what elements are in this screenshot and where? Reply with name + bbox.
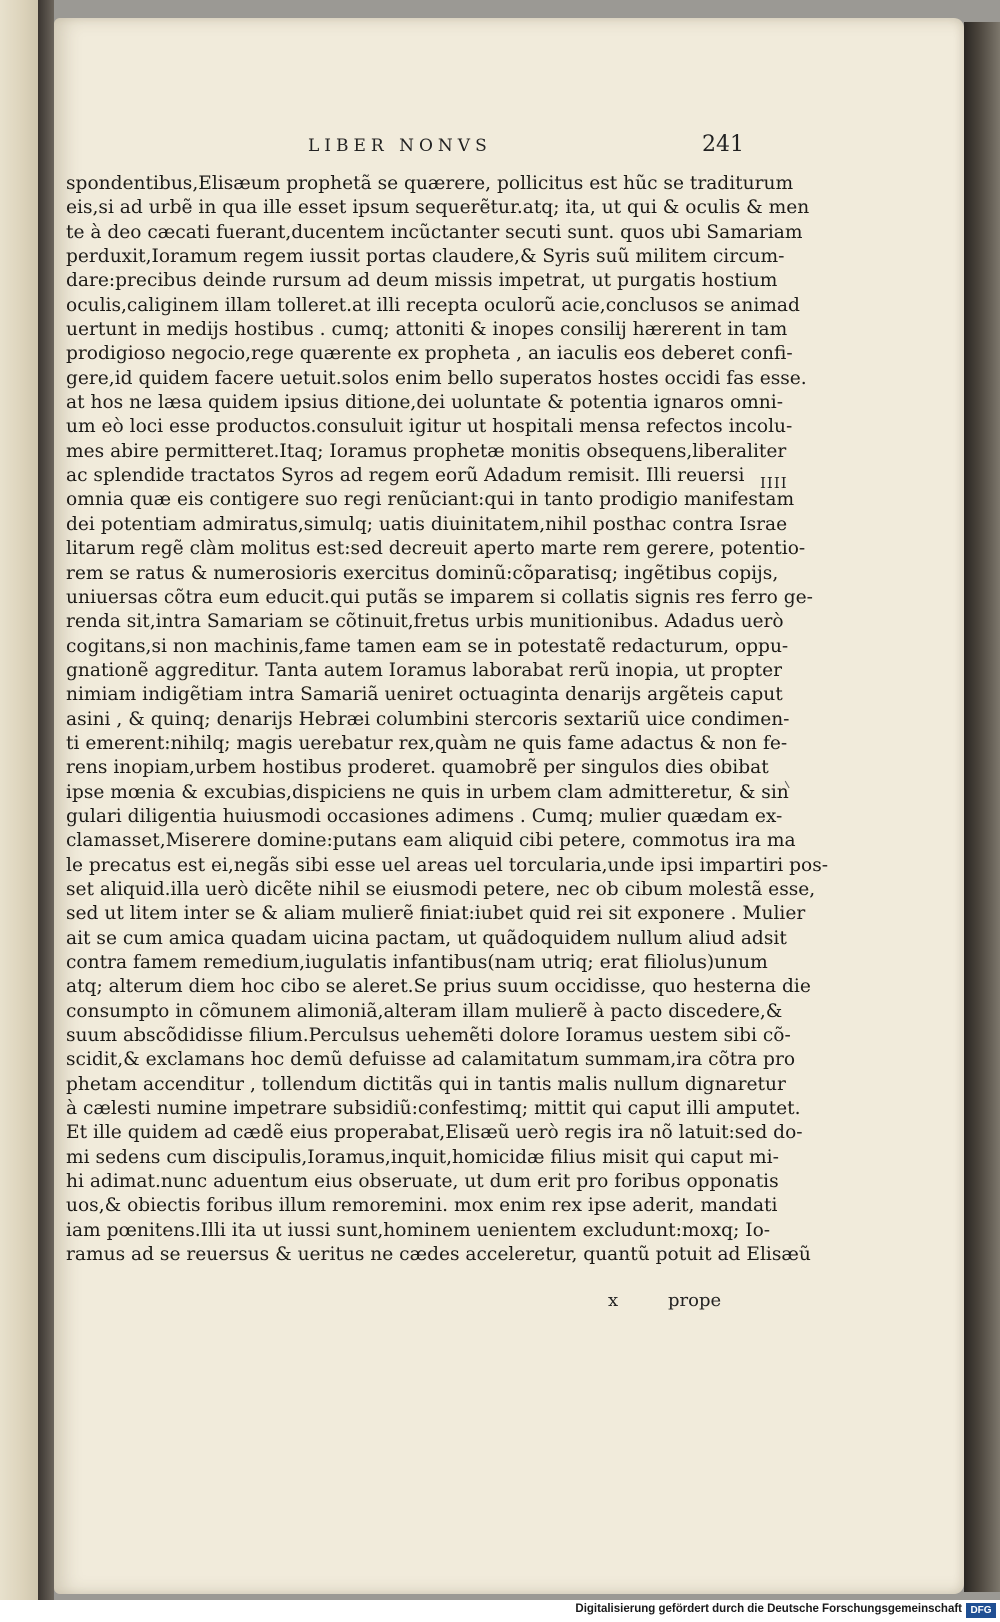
text-line: rem se ratus & numerosioris exercitus dominũ:cõparatisq; ingẽtibus copijs,	[66, 562, 779, 584]
text-line: perduxit,Ioramum regem iussit portas claudere,& Syris suũ militem circum-	[66, 246, 785, 268]
text-line: le precatus est ei,negãs sibi esse uel areas uel torcularia,unde ipsi impartiri pos-	[66, 854, 829, 876]
text-line: um eò loci esse productos.consuluit igitur ut hospitali mensa refectos incolu-	[66, 416, 793, 438]
text-line: iam pœnitens.Illi ita ut iussi sunt,hominem uenientem excludunt:moxq; Io-	[66, 1219, 771, 1241]
text-line: phetam accenditur , tollendum dictitãs qui in tantis malis nullum dignaretur	[66, 1073, 786, 1095]
text-line: eis,si ad urbẽ in qua ille esset ipsum sequerẽtur.atq; ita, ut qui & oculis & men	[66, 197, 810, 219]
previous-page-edge	[0, 0, 38, 1600]
text-line: spondentibus,Elisæum prophetã se quærere, pollicitus est hũc se traditurum	[66, 173, 794, 194]
text-line: renda sit,intra Samariam se cõtinuit,fretus urbis munitionibus. Adadus uerò	[66, 611, 784, 633]
text-line: Et ille quidem ad cædẽ eius properabat,Elisæũ uerò regis ira nõ latuit:sed do-	[66, 1122, 803, 1144]
marginal-note: IIII	[760, 474, 788, 492]
text-line: ipse mœnia & excubias,dispiciens ne quis in urbem clam admitteretur, & sin	[66, 781, 789, 803]
text-line: hi adimat.nunc aduentum eius obseruate, ut dum erit pro foribus opponatis	[66, 1171, 779, 1193]
digitization-credit: Digitalisierung gefördert durch die Deutsche Forschungsgemeinschaft	[575, 1603, 962, 1615]
text-line: mi sedens cum discipulis,Ioramus,inquit,homicidæ filius misit qui caput mi-	[66, 1146, 779, 1168]
text-line: suum abscõdidisse filium.Perculsus uehemẽti dolore Ioramus uestem sibi cõ-	[66, 1025, 791, 1047]
text-line: litarum regẽ clàm molitus est:sed decreuit aperto marte rem gerere, potentio-	[66, 538, 806, 560]
text-line: sed ut litem inter se & aliam mulierẽ finiat:iubet quid rei sit exponere . Mulier	[66, 903, 806, 925]
text-line: uertunt in medijs hostibus . cumq; attoniti & inopes consilij hærerent in tam	[66, 319, 788, 341]
page-footer	[608, 1290, 748, 1320]
page-header	[0, 128, 1000, 168]
text-line: uniuersas cõtra eum educit.qui putãs se imparem si collatis signis res ferro ge-	[66, 586, 813, 608]
text-line: uos,& obiectis foribus illum remoremini. mox enim rex ipse aderit, mandati	[66, 1195, 778, 1217]
text-line: asini , & quinq; denarijs Hebræi columbini stercoris sextariũ uice condimen-	[66, 708, 790, 730]
text-line: nimiam indigẽtiam intra Samariã ueniret octuaginta denarijs argẽteis caput	[66, 684, 783, 706]
text-line: ait se cum amica quadam uicina pactam, ut quãdoquidem nullum aliud adsit	[66, 927, 787, 949]
text-line: ti emerent:nihilq; magis uerebatur rex,quàm ne quis fame adactus & non fe-	[66, 732, 788, 754]
text-line: clamasset,Miserere domine:putans eam aliquid cibi petere, commotus ira ma	[66, 830, 796, 852]
text-line: scidit,& exclamans hoc demũ defuisse ad calamitatum summam,ira cõtra pro	[66, 1049, 796, 1071]
text-line: ac splendide tractatos Syros ad regem eorũ Adadum remisit. Illi reuersi	[66, 465, 745, 487]
text-line: à cælesti numine impetrare subsidiũ:confestimq; mittit qui caput illi amputet.	[66, 1098, 801, 1120]
text-line: prodigioso negocio,rege quærente ex propheta , an iaculis eos deberet confi-	[66, 343, 793, 365]
page-number: 241	[702, 132, 744, 157]
running-head: LIBER NONVS	[308, 136, 492, 156]
catchword: prope	[668, 1290, 722, 1311]
text-line: oculis,caliginem illam tolleret.at illi recepta oculorũ acie,conclusos se animad	[66, 294, 800, 316]
book-fore-edge	[964, 22, 1000, 1592]
text-line: ramus ad se reuersus & ueritus ne cædes acceleretur, quantũ potuit ad Elisæũ	[66, 1244, 811, 1266]
text-line: set aliquid.illa uerò dicẽte nihil se eiusmodi petere, nec ob cibum molestã esse,	[66, 878, 816, 900]
dfg-logo-icon: DFG	[966, 1603, 996, 1618]
digitization-banner	[0, 1600, 1000, 1622]
book-gutter	[38, 0, 54, 1600]
text-line: gere,id quidem facere uetuit.solos enim bello superatos hostes occidi fas esse.	[66, 367, 807, 389]
text-line: omnia quæ eis contigere suo regi renũciant:qui in tanto prodigio manifestam	[66, 489, 795, 511]
text-line: gulari diligentia huiusmodi occasiones adimens . Cumq; mulier quædam ex-	[66, 805, 783, 827]
text-line: consumpto in cõmunem alimoniã,alteram illam mulierẽ à pacto discedere,&	[66, 1000, 783, 1022]
signature-mark: x	[608, 1290, 619, 1311]
text-line: mes abire permitteret.Itaq; Ioramus prophetæ monitis obsequens,liberaliter	[66, 440, 787, 462]
text-line: te à deo cæcati fuerant,ducentem incũctanter secuti sunt. quos ubi Samariam	[66, 221, 803, 243]
text-line: cogitans,si non machinis,fame tamen eam se in potestatẽ redacturum, oppu-	[66, 635, 789, 657]
text-line: at hos ne læsa quidem ipsius ditione,dei uoluntate & potentia ignaros omni-	[66, 392, 784, 414]
text-line: contra famem remedium,iugulatis infantibus(nam utriq; erat filiolus)unum	[66, 952, 768, 973]
text-line: atq; alterum diem hoc cibo se aleret.Se prius suum occidisse, quo hesterna die	[66, 976, 811, 998]
text-line: dei potentiam admiratus,simulq; uatis diuinitatem,nihil posthac contra Israe	[66, 513, 788, 535]
text-line: dare:precibus deinde rursum ad deum missis impetrat, ut purgatis hostium	[66, 270, 778, 292]
text-line: rens inopiam,urbem hostibus proderet. quamobrẽ per singulos dies obibat	[66, 757, 769, 779]
text-line: gnationẽ aggreditur. Tanta autem Ioramus laborabat rerũ inopia, ut propter	[66, 659, 782, 681]
